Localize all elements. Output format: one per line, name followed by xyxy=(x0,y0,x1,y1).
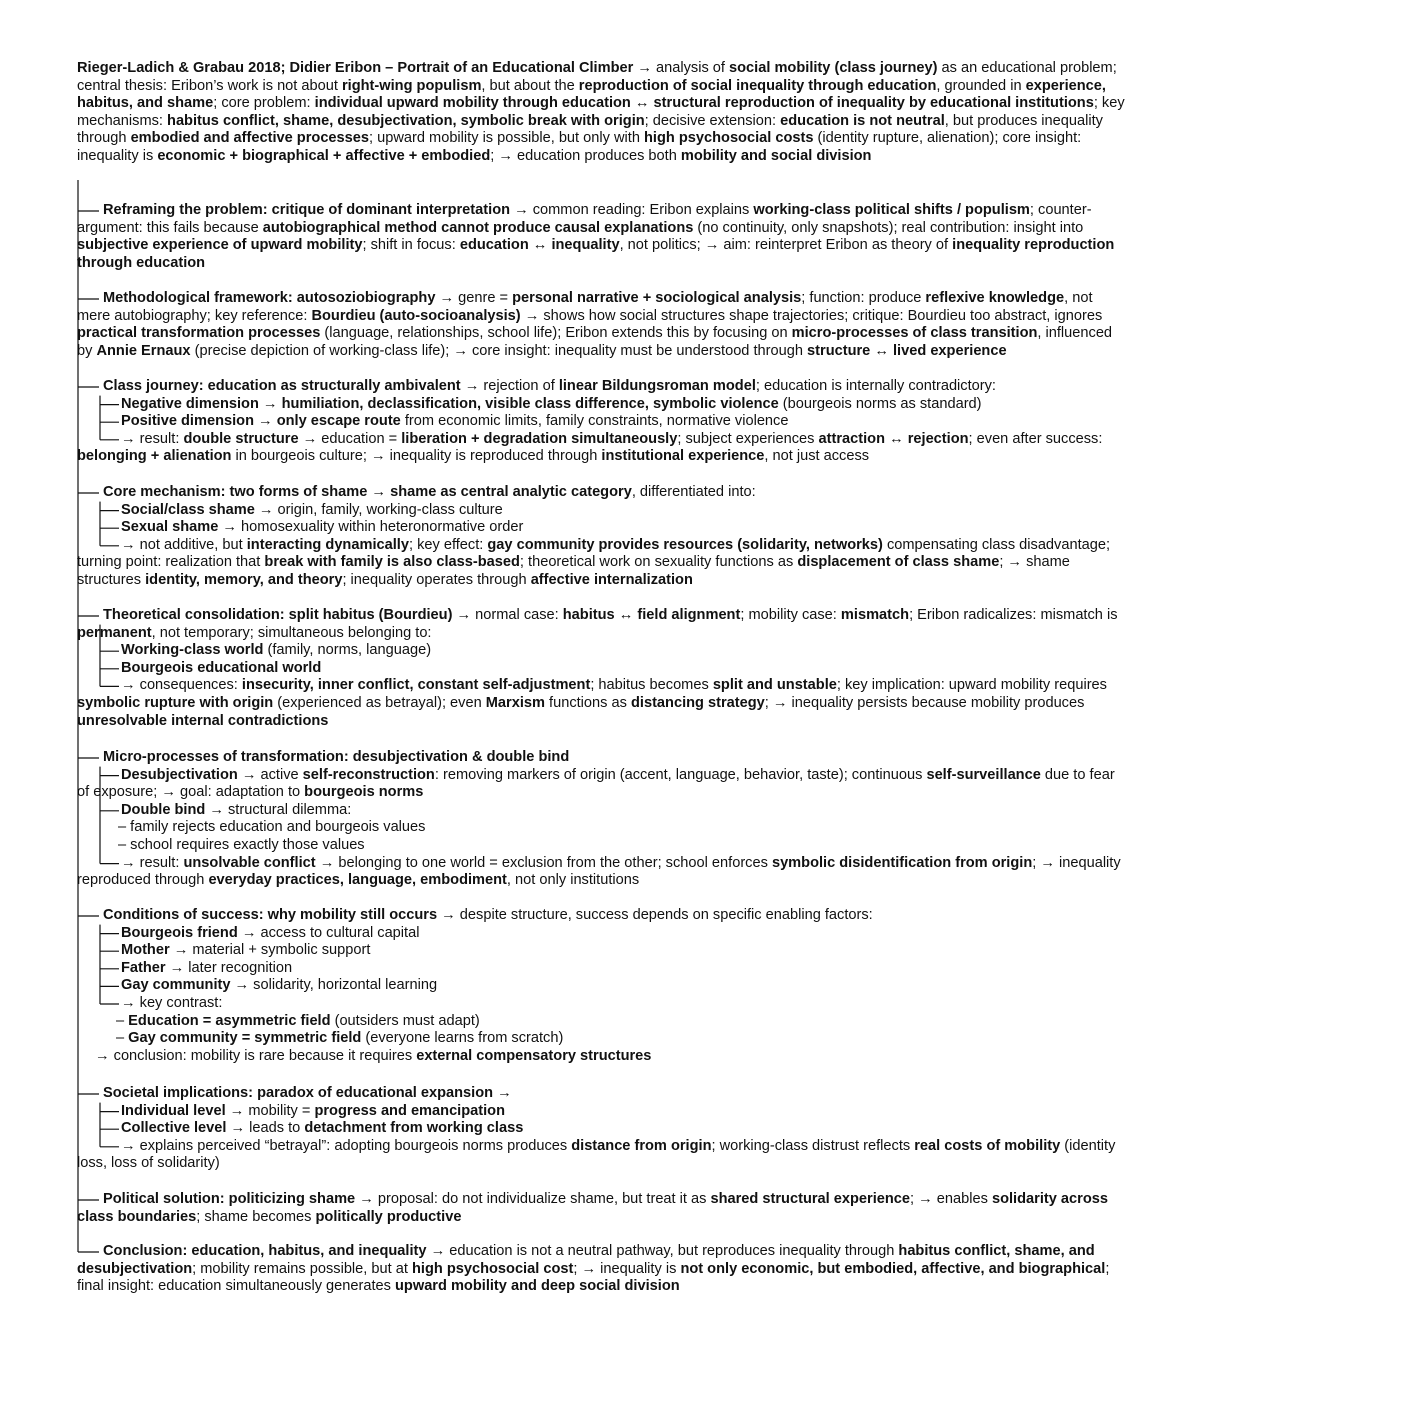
text: → despite structure, success depends on specific enabling factors: xyxy=(437,907,873,923)
bold-text: self-reconstruction xyxy=(302,766,435,783)
text: structures xyxy=(77,571,146,588)
bold-text: inequality reproduction xyxy=(952,237,1115,254)
text: mere autobiography; key reference: xyxy=(77,307,312,324)
text: → result: xyxy=(121,430,184,447)
bold-text: not only economic, but embodied, affective, and biographical xyxy=(680,1260,1106,1277)
bold-text: economic + biographical + affective + embodied xyxy=(157,147,491,164)
text: ; xyxy=(1105,1260,1110,1277)
text: , not politics; → aim: reinterpret Eribon as theory of xyxy=(619,237,953,254)
text: → shows how social structures shape trajectories; critique: Bourdieu too abstract, ignores xyxy=(520,307,1103,324)
text: ↔ xyxy=(614,607,638,623)
text: → key contrast: xyxy=(121,994,223,1011)
text-line xyxy=(77,625,1217,643)
text-line xyxy=(77,148,1217,166)
text: → leads to xyxy=(226,1120,305,1137)
bold-text: Theoretical consolidation: split habitus (Bourdieu) xyxy=(103,607,453,623)
text-line xyxy=(77,1048,1217,1066)
text: (precise depiction of working-class life); → core insight: inequality must be understood through xyxy=(190,342,808,359)
text-line xyxy=(77,837,1217,855)
text: ; → enables xyxy=(910,1191,992,1207)
text: from economic limits, family constraints, normative violence xyxy=(400,413,789,430)
text: → common reading: Eribon explains xyxy=(510,202,754,218)
text-line xyxy=(77,660,1217,678)
bold-text: symbolic disidentification from origin xyxy=(771,854,1033,871)
text: (outsiders must adapt) xyxy=(330,1012,480,1029)
bold-text: social mobility (class journey) xyxy=(729,60,938,76)
bold-text: mismatch xyxy=(840,607,910,623)
text: ; habitus becomes xyxy=(590,677,713,694)
text-line xyxy=(77,925,1217,943)
text: argument: this fails because xyxy=(77,219,263,236)
text-line xyxy=(77,642,1217,660)
text: → active xyxy=(237,766,303,783)
text: loss, loss of solidarity) xyxy=(77,1155,220,1172)
text: (family, norms, language) xyxy=(263,642,432,659)
bold-text: Father xyxy=(121,959,166,976)
text-line xyxy=(77,1243,1217,1261)
text-line xyxy=(77,220,1217,238)
text: → solidarity, horizontal learning xyxy=(230,977,438,994)
text-line xyxy=(77,1030,1217,1048)
bold-text: Collective level xyxy=(121,1120,227,1137)
bold-text: Annie Ernaux xyxy=(96,342,191,359)
text-line xyxy=(77,554,1217,572)
bold-text: detachment from working class xyxy=(304,1120,524,1137)
text: of exposure; → goal: adaptation to xyxy=(77,784,305,801)
bold-text: high psychosocial cost xyxy=(411,1260,574,1277)
text: ; core problem: xyxy=(213,95,315,112)
text: , differentiated into: xyxy=(631,484,756,500)
bold-text: permanent xyxy=(77,624,152,641)
bold-text: Bourgeois educational world xyxy=(121,659,322,676)
text-line xyxy=(77,1120,1217,1138)
text: ; function: produce xyxy=(801,290,926,306)
text-line xyxy=(77,448,1217,466)
text-line xyxy=(77,977,1217,995)
text: , influenced xyxy=(1037,325,1113,342)
text: – xyxy=(116,1012,129,1029)
bold-text: Mother xyxy=(121,942,170,959)
text: → structural dilemma: xyxy=(205,801,352,818)
text-line xyxy=(77,255,1217,273)
text-line xyxy=(77,1191,1217,1209)
text: ; shame becomes xyxy=(196,1208,316,1225)
text-line xyxy=(77,942,1217,960)
bold-text: distancing strategy xyxy=(630,694,765,711)
text: ; decisive extension: xyxy=(644,112,781,129)
text: ; key effect: xyxy=(408,536,488,553)
bold-text: Gay community = symmetric field xyxy=(128,1030,362,1047)
text: ; Eribon radicalizes: mismatch is xyxy=(909,607,1118,623)
bold-text: Double bind xyxy=(121,801,206,818)
text: ; even after success: xyxy=(968,430,1103,447)
bold-text: Societal implications: paradox of educational expansion xyxy=(103,1085,494,1101)
outline-section-political xyxy=(77,1191,1217,1226)
text: → later recognition xyxy=(165,959,293,976)
bold-text: Social/class shame xyxy=(121,501,255,518)
text-line xyxy=(77,1085,1217,1103)
text: ; inequality operates through xyxy=(342,571,531,588)
bold-text: Desubjectivation xyxy=(121,766,238,783)
text: → mobility = xyxy=(225,1102,315,1119)
intro-paragraph xyxy=(77,60,1217,166)
text-line xyxy=(77,1278,1217,1296)
bold-text: field alignment xyxy=(637,607,741,623)
text: ; working-class distrust reflects xyxy=(711,1137,915,1154)
text-line xyxy=(77,802,1217,820)
bold-text: everyday practices, language, embodiment xyxy=(208,872,507,889)
text: ; → inequality xyxy=(1032,854,1121,871)
text-line xyxy=(77,396,1217,414)
bold-text: Methodological framework: autosoziobiography xyxy=(103,290,436,306)
text: , not temporary; simultaneous belonging to: xyxy=(151,624,432,641)
bold-text: upward mobility and deep social division xyxy=(395,1278,680,1295)
text: → education = xyxy=(298,430,402,447)
bold-text: education is not neutral xyxy=(780,112,945,129)
text: , not just access xyxy=(764,448,870,465)
bold-text: practical transformation processes xyxy=(77,325,321,342)
text: ; shift in focus: xyxy=(362,237,460,254)
text-line xyxy=(77,130,1217,148)
bold-text: Bourdieu (auto-socioanalysis) xyxy=(311,307,521,324)
outline-section-theoretical xyxy=(77,607,1217,730)
outline-section-methodology xyxy=(77,290,1217,360)
text: ↔ xyxy=(528,237,552,254)
bold-text: Bourgeois friend xyxy=(121,924,238,941)
bold-text: subjective experience of upward mobility xyxy=(77,237,363,254)
text-line xyxy=(77,308,1217,326)
text-line xyxy=(77,907,1217,925)
bold-text: mobility and social division xyxy=(680,147,872,164)
bold-text: belonging + alienation xyxy=(77,448,232,465)
bold-text: autobiographical method cannot produce causal explanations xyxy=(262,219,694,236)
text: : removing markers of origin (accent, language, behavior, taste); continuous xyxy=(434,766,927,783)
bold-text: identity, memory, and theory xyxy=(145,571,343,588)
bold-text: external compensatory structures xyxy=(416,1047,652,1064)
bold-text: reflexive knowledge xyxy=(925,290,1065,306)
text: as an educational problem; xyxy=(937,60,1117,76)
text-line xyxy=(77,60,1217,78)
bold-text: politically productive xyxy=(315,1208,462,1225)
bold-text: inequality xyxy=(551,237,620,254)
bold-text: Marxism xyxy=(485,694,545,711)
bold-text: class boundaries xyxy=(77,1208,197,1225)
text: due to fear xyxy=(1040,766,1115,783)
text: (language, relationships, school life); Eribon extends this by focusing on xyxy=(320,325,792,342)
text: – family rejects education and bourgeois values xyxy=(118,819,426,836)
text: (no continuity, only snapshots); real contribution: insight into xyxy=(693,219,1084,236)
text: , not only institutions xyxy=(506,872,640,889)
text: → rejection of xyxy=(460,378,559,394)
bold-text: Positive dimension → only escape route xyxy=(121,413,401,430)
text: central thesis: Eribon’s work is not about xyxy=(77,77,342,94)
bold-text: Negative dimension → humiliation, declassification, visible class difference, symbolic violence xyxy=(121,395,779,412)
bold-text: affective internalization xyxy=(530,571,693,588)
text: by xyxy=(77,342,97,359)
bold-text: Class journey: education as structurally ambivalent xyxy=(103,378,461,394)
bold-text: institutional experience xyxy=(601,448,765,465)
text: ; subject experiences xyxy=(677,430,819,447)
bold-text: micro-processes of class transition xyxy=(791,325,1038,342)
bold-text: displacement of class shame xyxy=(797,554,1000,571)
bold-text: habitus xyxy=(562,607,615,623)
text-line xyxy=(77,484,1217,502)
text-line xyxy=(77,202,1217,220)
text: ; mobility case: xyxy=(740,607,841,623)
bold-text: symbolic rupture with origin xyxy=(77,694,274,711)
bold-text: Political solution: politicizing shame xyxy=(103,1191,356,1207)
bold-text: shame as central analytic category xyxy=(390,484,632,500)
text-line xyxy=(77,113,1217,131)
bold-text: high psychosocial costs xyxy=(644,130,814,147)
text-line xyxy=(77,290,1217,308)
text: – xyxy=(116,1030,129,1047)
text: ; → inequality is xyxy=(573,1260,681,1277)
bold-text: structure ↔ lived experience xyxy=(807,342,1007,359)
bold-text: reproduction of social inequality through education xyxy=(578,77,937,94)
text: → proposal: do not individualize shame, but treat it as xyxy=(355,1191,711,1207)
text: → origin, family, working-class culture xyxy=(254,501,503,518)
text: reproduced through xyxy=(77,872,209,889)
text: → not additive, but xyxy=(121,536,247,553)
text-line xyxy=(77,1013,1217,1031)
text: (experienced as betrayal); even xyxy=(273,694,486,711)
text-line xyxy=(77,749,1217,767)
text-line xyxy=(77,431,1217,449)
text-line xyxy=(77,378,1217,396)
text: turning point: realization that xyxy=(77,554,265,571)
bold-text: Conclusion: education, habitus, and inequality xyxy=(103,1243,427,1259)
bold-text: self-surveillance xyxy=(926,766,1041,783)
text-line xyxy=(77,95,1217,113)
text: , but about the xyxy=(481,77,579,94)
bold-text: Conditions of success: why mobility still occurs xyxy=(103,907,438,923)
bold-text: Micro-processes of transformation: desubjectivation & double bind xyxy=(103,749,570,765)
text: through xyxy=(77,130,131,147)
text-line xyxy=(77,343,1217,361)
text-line xyxy=(77,572,1217,590)
text: , not xyxy=(1064,290,1093,306)
text-line xyxy=(77,695,1217,713)
text: → homosexuality within heteronormative order xyxy=(218,519,524,536)
text: → normal case: xyxy=(452,607,563,623)
text: ; → education produces both xyxy=(490,147,681,164)
bold-text: Individual level xyxy=(121,1102,226,1119)
bold-text: Rieger-Ladich & Grabau 2018; Didier Eribon – Portrait of an Educational Climber xyxy=(77,60,634,76)
text: → genre = xyxy=(435,290,513,306)
bold-text: liberation + degradation simultaneously xyxy=(401,430,678,447)
text-line xyxy=(77,713,1217,731)
bold-text: distance from origin xyxy=(571,1137,712,1154)
text-line xyxy=(77,1261,1217,1279)
outline-section-class-journey xyxy=(77,378,1217,466)
bold-text: experience, xyxy=(1025,77,1106,94)
bold-text: desubjectivation xyxy=(77,1260,193,1277)
bold-text: Gay community xyxy=(121,977,231,994)
text: (bourgeois norms as standard) xyxy=(778,395,982,412)
text-line xyxy=(77,1138,1217,1156)
outline-section-reframing xyxy=(77,202,1217,272)
bold-text: Sexual shame xyxy=(121,519,219,536)
text: compensating class disadvantage; xyxy=(882,536,1111,553)
text-line xyxy=(77,784,1217,802)
outline-section-societal xyxy=(77,1085,1217,1173)
bold-text: unresolvable internal contradictions xyxy=(77,712,329,729)
text: mechanisms: xyxy=(77,112,168,129)
text: → access to cultural capital xyxy=(237,924,420,941)
text-line xyxy=(77,1209,1217,1227)
text-line xyxy=(77,237,1217,255)
text-line xyxy=(77,325,1217,343)
bold-text: right-wing populism xyxy=(341,77,482,94)
bold-text: through education xyxy=(77,254,206,271)
bold-text: working-class political shifts / populism xyxy=(753,202,1030,218)
bold-text: individual upward mobility through education ↔ structural reproduction of inequality by educational institutions xyxy=(314,95,1094,112)
bold-text: unsolvable conflict xyxy=(183,854,316,871)
text: – school requires exactly those values xyxy=(118,836,365,853)
text-line xyxy=(77,819,1217,837)
text: → explains perceived “betrayal”: adopting bourgeois norms produces xyxy=(121,1137,572,1154)
bold-text: shared structural experience xyxy=(710,1191,911,1207)
text: ; → inequality persists because mobility produces xyxy=(764,694,1085,711)
bold-text: habitus conflict, shame, desubjectivation, symbolic break with origin xyxy=(167,112,645,129)
document-body xyxy=(77,60,1217,1295)
bold-text: Core mechanism: two forms of shame xyxy=(103,484,368,500)
text-line xyxy=(77,78,1217,96)
text-line xyxy=(77,537,1217,555)
text: (identity xyxy=(1060,1137,1116,1154)
text-line xyxy=(77,519,1217,537)
outline-section-conclusion xyxy=(77,1243,1217,1296)
text-line xyxy=(77,607,1217,625)
bold-text: solidarity across xyxy=(991,1191,1108,1207)
text: → belonging to one world = exclusion from the other; school enforces xyxy=(315,854,772,871)
outline-section-conditions xyxy=(77,907,1217,1065)
bold-text: interacting dynamically xyxy=(246,536,409,553)
bold-text: Working-class world xyxy=(121,642,264,659)
text-line xyxy=(77,413,1217,431)
bold-text: progress and emancipation xyxy=(314,1102,506,1119)
text: , grounded in xyxy=(936,77,1026,94)
text-line xyxy=(77,502,1217,520)
bold-text: personal narrative + sociological analysis xyxy=(512,290,802,306)
bold-text: split and unstable xyxy=(712,677,837,694)
bold-text: habitus, and shame xyxy=(77,95,214,112)
bold-text: double structure xyxy=(183,430,299,447)
bold-text: Reframing the problem: critique of dominant interpretation xyxy=(103,202,511,218)
text: → consequences: xyxy=(121,677,242,694)
bold-text: attraction xyxy=(818,430,886,447)
bold-text: rejection xyxy=(907,430,969,447)
text: ; counter- xyxy=(1029,202,1092,218)
text: ; theoretical work on sexuality functions as xyxy=(519,554,798,571)
bold-text: real costs of mobility xyxy=(914,1137,1061,1154)
bold-text: linear Bildungsroman model xyxy=(558,378,756,394)
text: inequality is xyxy=(77,147,158,164)
text: (identity rupture, alienation); core insight: xyxy=(813,130,1082,147)
text: ; key xyxy=(1093,95,1125,112)
text: in bourgeois culture; → inequality is reproduced through xyxy=(231,448,602,465)
text: ; mobility remains possible, but at xyxy=(192,1260,412,1277)
text: ; → shame xyxy=(999,554,1070,571)
text: , but produces inequality xyxy=(944,112,1103,129)
text: ; education is internally contradictory: xyxy=(755,378,996,394)
text: → analysis of xyxy=(633,60,730,76)
text: final insight: education simultaneously generates xyxy=(77,1278,396,1295)
text-line xyxy=(77,767,1217,785)
text-line xyxy=(77,872,1217,890)
outline-section-micro-processes xyxy=(77,749,1217,890)
bold-text: embodied and affective processes xyxy=(130,130,370,147)
text: → result: xyxy=(121,854,184,871)
text-line xyxy=(77,995,1217,1013)
text: → conclusion: mobility is rare because it requires xyxy=(95,1047,417,1064)
text: ↔ xyxy=(885,430,908,447)
text: ; upward mobility is possible, but only with xyxy=(369,130,644,147)
bold-text: habitus conflict, shame, and xyxy=(898,1243,1095,1259)
text: → education is not a neutral pathway, but reproduces inequality through xyxy=(426,1243,899,1259)
text-line xyxy=(77,1103,1217,1121)
text: → xyxy=(493,1085,512,1101)
bold-text: education xyxy=(459,237,529,254)
text: → material + symbolic support xyxy=(169,942,371,959)
bold-text: gay community provides resources (solidarity, networks) xyxy=(487,536,883,553)
bold-text: Education = asymmetric field xyxy=(128,1012,331,1029)
text: → xyxy=(367,484,391,500)
text-line xyxy=(77,960,1217,978)
text-line xyxy=(77,677,1217,695)
text: (everyone learns from scratch) xyxy=(361,1030,564,1047)
outline-section-core-mechanism xyxy=(77,484,1217,590)
text-line xyxy=(77,855,1217,873)
bold-text: bourgeois norms xyxy=(304,784,424,801)
bold-text: insecurity, inner conflict, constant self-adjustment xyxy=(241,677,591,694)
bold-text: break with family is also class-based xyxy=(264,554,520,571)
text-line xyxy=(77,1155,1217,1173)
text: functions as xyxy=(544,694,631,711)
text: ; key implication: upward mobility requires xyxy=(836,677,1107,694)
